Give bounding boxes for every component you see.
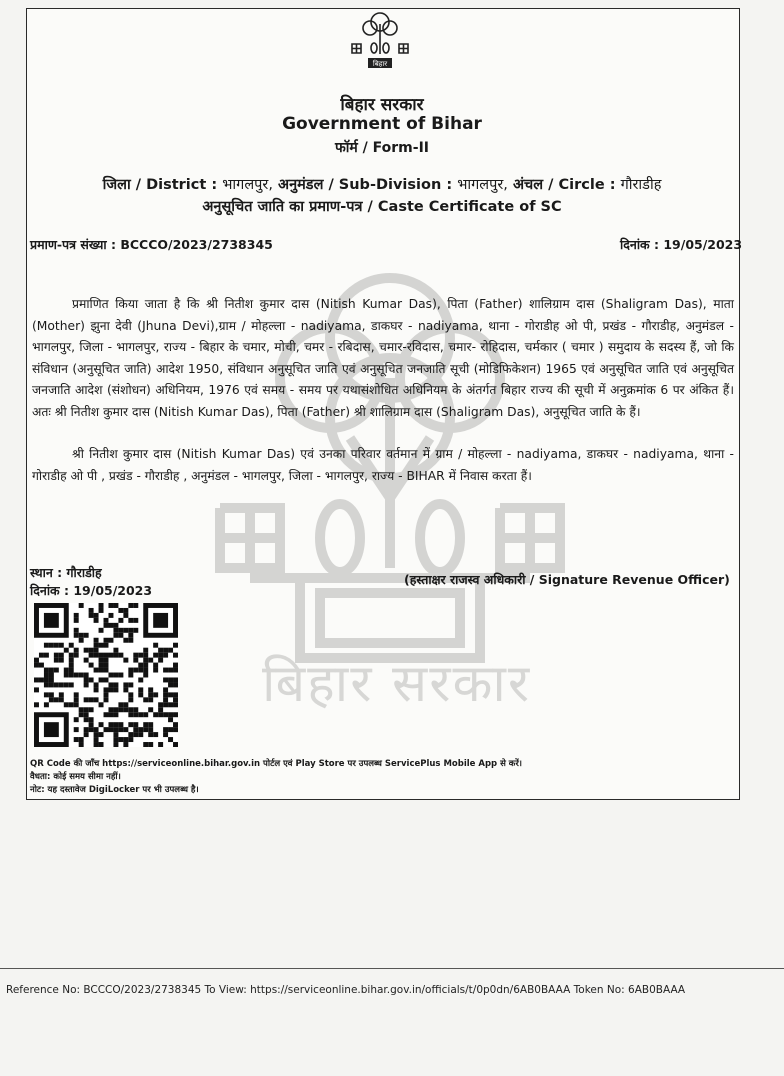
certificate-number: प्रमाण-पत्र संख्या : BCCCO/2023/2738345 (30, 237, 273, 252)
district-label: जिला / District : (102, 177, 218, 193)
watermark-text: बिहार सरकार (262, 654, 532, 714)
digilocker-note: नोट: यह दस्तावेज DigiLocker पर भी उपलब्ध है। (30, 785, 199, 795)
subdivision-value: भागलपुर, (457, 177, 508, 193)
state-name-hindi: बिहार सरकार (340, 95, 424, 115)
qr-verify-note: QR Code की जाँच https://serviceonline.bihar.gov.in पोर्टल एवं Play Store पर उपलब्ध ServicePlus Mobile App से करें। (30, 759, 523, 769)
subdivision-label: अनुमंडल / Sub-Division : (278, 177, 453, 193)
qr-code[interactable] (34, 603, 178, 747)
footer-divider (0, 968, 784, 969)
circle-value: गौराडीह (620, 177, 662, 193)
validity-note: वैधता: कोई समय सीमा नहीं। (30, 772, 121, 782)
form-number: फॉर्म / Form-II (335, 140, 429, 156)
place: स्थान : गौराडीह (30, 565, 102, 580)
reference-footer: Reference No: BCCCO/2023/2738345 To View: https://serviceonline.bihar.gov.in/officials/t/0p0dn/6AB0BAAA Token No: 6AB0BAAA (6, 984, 686, 996)
circle-label: अंचल / Circle : (512, 177, 616, 193)
jurisdiction-line (26, 174, 738, 194)
issue-date: दिनांक : 19/05/2023 (620, 237, 743, 252)
signature-label: (हस्ताक्षर राजस्व अधिकारी / Signature Revenue Officer) (404, 572, 730, 587)
district-value: भागलपुर, (222, 177, 273, 193)
certificate-title: अनुसूचित जाति का प्रमाण-पत्र / Caste Certificate of SC (202, 199, 562, 215)
state-name-english: Government of Bihar (282, 114, 482, 134)
svg-text:बिहार: बिहार (372, 60, 388, 68)
bihar-emblem-logo (348, 10, 412, 74)
certification-paragraph: प्रमाणित किया जाता है कि श्री नितीश कुमार दास (Nitish Kumar Das), पिता (Father) शालिग्राम दास (Shaligram Das), माता (Mother) झुना देवी (Jhuna Devi),ग्राम / मोहल्ला - nadiyama, डाकघर - nadiyama, थाना - गोराडीह ओ पी, प्रखंड - गौराडीह, अनुमंडल - भागलपुर, जिला - भागलपुर, राज्य - बिहार के चमार, मोची, चमर - रबिदास, चमार-रविदास, चमार- रोहिदास, चर्मकार ( चमार ) समुदाय के सदस्य हैं, जो कि संविधान (अनुसूचित जाति) आदेश 1950, संविधान अनुसूचित जाति एवं अनुसूचित जनजाति सूची (मोडिफिकेशन) 1965 एवं अनुसूचित जाति एवं अनुसूचित जनजाति आदेश (संशोधन) अधिनियम, 1976 एवं समय - समय पर यथासंशोधित अधिनियम के अंतर्गत बिहार राज्य की सूची में अनुक्रमांक 6 पर अंकित हैं। अतः श्री नितीश कुमार दास (Nitish Kumar Das), पिता (Father) श्री शालिग्राम दास (Shaligram Das), अनुसूचित जाति के हैं। (32, 297, 734, 419)
signing-date: दिनांक : 19/05/2023 (30, 583, 153, 598)
residence-paragraph: श्री नितीश कुमार दास (Nitish Kumar Das) एवं उनका परिवार वर्तमान में ग्राम / मोहल्ला - nadiyama, डाकघर - nadiyama, थाना - गोराडीह ओ पी , प्रखंड - गौराडीह , अनुमंडल - भागलपुर, जिला - भागलपुर, राज्य - BIHAR में निवास करता हैं। (32, 447, 734, 483)
